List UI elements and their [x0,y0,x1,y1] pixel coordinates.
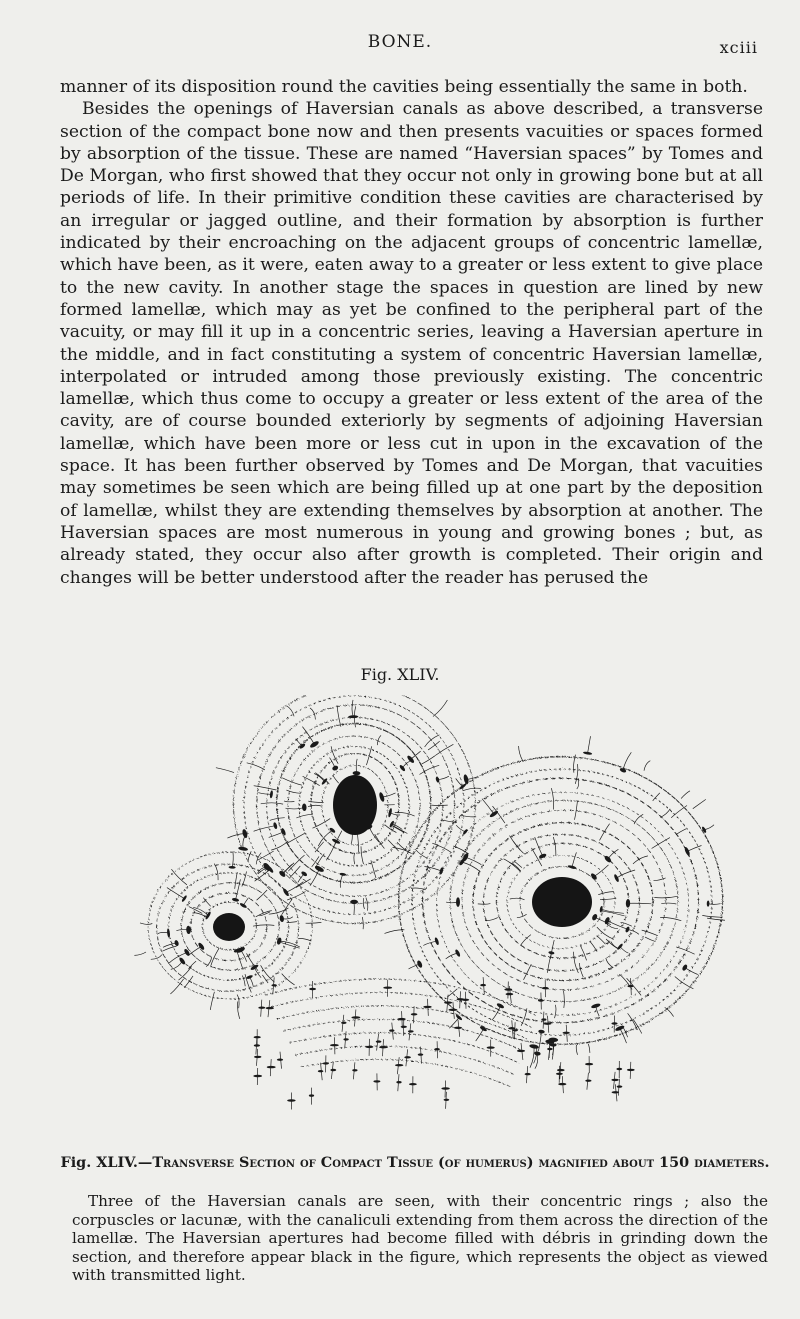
lacuna [591,913,598,921]
canaliculus [415,849,427,858]
canaliculus [433,700,447,717]
lacuna [487,1046,495,1048]
canaliculus [707,918,725,920]
lacuna [376,1040,382,1042]
canaliculus [628,1013,638,1030]
description-text: Three of the Haversian canals are seen, with their concentric rings ; also the corpuscles or lacunæ, with the canaliculi extending from them across the direction of the lamellæ. The Haversian apertures had become filled with débris in grinding down the section, and therefore appear black in the figure, which represents the object as viewed with transmitted light. [72,1192,768,1285]
canaliculus [517,914,527,917]
canaliculus [331,746,338,763]
lacuna [625,926,631,933]
lacuna [585,1080,591,1082]
canaliculus [261,803,283,804]
canaliculus [171,869,187,885]
canaliculus [286,807,305,809]
canaliculus [665,1007,674,1016]
canaliculus [588,1044,590,1053]
figure-description [72,1192,768,1285]
lacuna [279,915,284,923]
canaliculus [572,852,576,867]
lacuna [418,1053,423,1055]
lacuna [480,984,486,986]
canaliculus [411,888,426,890]
canaliculus [704,825,714,830]
canaliculus [214,864,218,881]
canaliculus [676,947,694,954]
canaliculus [189,946,202,955]
haversian-canal [333,775,377,835]
lacuna [541,1018,546,1020]
lacuna [548,951,554,955]
lacuna [238,846,248,851]
canaliculus [513,842,520,851]
canaliculus [661,903,676,904]
canaliculus [242,976,245,987]
lacuna [444,1001,452,1003]
canaliculus [356,759,357,773]
lacuna [277,1059,283,1061]
lacuna [309,1094,314,1096]
lacuna [512,1029,518,1031]
lacuna [558,1083,566,1085]
lacuna [454,949,461,958]
lacuna [287,1099,295,1101]
canaliculus [140,923,152,924]
canaliculus [538,1032,541,1051]
canaliculus [257,890,268,900]
canaliculus [254,826,276,832]
canaliculus [237,951,243,970]
paragraph: manner of its disposition round the cavities being essentially the same in both. [60,77,748,97]
figure-label: Fig. XLIV. [360,665,440,684]
canaliculus [211,949,219,966]
canaliculus [306,922,322,923]
lacuna [529,1044,539,1050]
lacuna [352,1069,357,1071]
canaliculus [588,736,591,753]
paragraph: Besides the openings of Haversian canals as above described, a transverse section of the compact bone now and then presents vacuities or spaces formed by absorption of the tissue. These are named “Haversian spaces” by Tomes and De Morgan, who first showed that they occur not only in growing bone but at all periods of life. In their primitive condition these cavities are characterised by an irregular or jagged outline, and their formation by absorption is further indicated by their encroaching on the adjacent groups of concentric lamellæ, which have been, as it were, eaten away to a greater or less extent to give place to the new cavity. In another stage the spaces in question are lined by new formed lamellæ, which may as yet be confined to the peripheral part of the vacuity, or may fill it up in a concentric series, leaving a Haversian aperture in the middle, and in fact constituting a system of concentric Haversian lamellæ, interpolated or intruded among those previously existing. The concentric lamellæ, which thus come to occupy a greater or less extent of the area of the cavity, are of course bounded exteriorly by segments of adjoining Haversian lamellæ, which have been more or less cut in upon in the excavation of the space. It has been further observed by Tomes and De Morgan, that vacuities may sometimes be seen which are being filled up at one part by the deposition of lamellæ, whilst they are extending themselves by absorption at another. The Haversian spaces are most numerous in young and growing bones ; but, as already stated, they occur also after growth is completed. Their origin and changes will be better understood after the reader has perused the [60,99,763,588]
canaliculus [388,840,399,851]
lacuna [455,1014,463,1021]
canaliculus [312,856,319,866]
canaliculus [435,744,453,755]
canaliculus [259,793,272,795]
lacuna [626,899,630,908]
canaliculus [660,809,670,818]
lacuna [254,1036,261,1038]
canaliculus [644,761,650,771]
lacuna [434,1048,439,1050]
canaliculus [236,879,241,900]
canaliculus [235,872,238,889]
canaliculus [352,700,353,717]
lacuna [323,1062,329,1064]
interstitial-lamella [283,1019,523,1051]
haversian-canal [213,913,245,941]
canaliculus [258,851,274,860]
lacuna [397,1018,405,1020]
canaliculus [315,854,324,868]
interstitial-lamella [289,1033,519,1063]
canaliculus [340,874,343,887]
lacuna [395,1064,403,1066]
canaliculus [270,818,285,821]
canaliculus [438,776,449,780]
lacuna [557,1069,565,1071]
body-text [60,76,763,589]
canaliculus [271,841,288,850]
lacuna [448,1009,457,1011]
canaliculus [282,974,295,985]
canaliculus [310,708,315,720]
lacuna [563,1032,570,1034]
lacuna [331,765,338,772]
lacuna [330,1069,336,1071]
canaliculus [519,746,523,761]
lacuna [183,948,191,957]
lacuna [271,984,277,986]
canaliculus [555,1005,556,1018]
lacuna [167,928,171,938]
lacuna [181,895,187,903]
lacuna [396,1081,401,1083]
lacuna [617,1085,623,1087]
lacuna [604,916,611,925]
canaliculus [377,735,381,745]
canaliculus [702,915,722,917]
lacuna [556,1073,563,1075]
canaliculus [575,764,578,784]
lacuna [365,1046,373,1048]
canaliculus [227,834,245,839]
lacuna [454,1027,462,1029]
canaliculus [590,942,597,952]
canaliculus [286,790,301,793]
page-number: xciii [719,38,758,57]
lacuna [444,1099,450,1101]
lacuna [399,764,406,772]
lacuna [612,1091,619,1093]
canaliculus [482,799,494,814]
canaliculus [184,976,193,988]
lacuna [538,999,544,1001]
canaliculus [485,918,498,921]
canaliculus [577,779,579,790]
canaliculus [681,791,690,799]
canaliculus [447,989,457,998]
canaliculus [318,830,332,846]
canaliculus [575,801,578,820]
lacuna [401,1026,407,1028]
canaliculus [261,965,275,982]
canaliculus [600,898,616,899]
lacuna [404,1056,411,1058]
lacuna [462,828,468,835]
lacuna [489,810,499,819]
lacuna [330,1044,339,1046]
canaliculus [521,935,531,946]
canaliculus [203,898,210,907]
canaliculus [248,851,251,862]
lacuna [525,1073,531,1075]
canaliculus [216,768,234,773]
canaliculus [423,941,437,945]
canaliculus [262,975,268,983]
lacuna [508,1027,515,1029]
lacuna [339,872,346,876]
canaliculus [371,860,376,878]
canaliculus [597,936,606,945]
canaliculus [606,958,614,968]
lacuna [534,1051,541,1056]
lacuna [538,853,547,859]
canaliculus [456,779,463,787]
canaliculus [642,930,658,936]
canaliculus [382,793,396,797]
running-title: BONE. [367,32,433,52]
lacuna [309,988,316,990]
canaliculus [620,1028,627,1043]
canaliculus [157,932,168,934]
lacuna [235,946,245,954]
caption-prefix: Fig. XLIV.— [60,1154,153,1171]
lacuna [681,964,688,972]
lacuna [331,838,340,845]
canaliculus [530,1047,534,1068]
canaliculus [676,829,686,835]
lacuna [611,1079,618,1081]
lacuna [174,940,180,947]
lacuna [506,993,514,995]
lacuna [409,1083,417,1085]
canaliculus [188,961,196,969]
lacuna [547,1048,553,1050]
canaliculus [134,952,146,955]
lacuna [544,1023,552,1025]
canaliculus [524,964,532,980]
lacuna [408,1030,414,1032]
canaliculus [478,904,491,905]
lacuna [318,1070,323,1072]
canaliculus [287,892,305,901]
canaliculus [284,801,294,802]
canaliculus [363,898,364,909]
lacuna [186,926,191,935]
canaliculus [652,838,670,849]
lacuna [496,1002,505,1009]
canaliculus [432,843,451,852]
lacuna [350,900,358,904]
figure-caption [60,1153,770,1172]
lacuna [352,771,360,775]
lacuna [253,1075,262,1077]
lacuna [178,957,186,966]
canaliculus [504,859,520,871]
lacuna [314,865,325,873]
lacuna [239,902,247,909]
lacuna [351,1016,360,1018]
canaliculus [693,799,706,808]
lacuna [329,827,336,834]
canaliculus [422,756,435,764]
lacuna [267,1066,276,1068]
canaliculus [708,904,721,905]
canaliculus [283,863,294,874]
lacuna [616,1068,622,1070]
canaliculus [366,898,368,911]
lacuna [457,998,465,1000]
canaliculus [600,824,610,841]
canaliculus [654,878,666,881]
canaliculus [598,892,613,895]
canaliculus [337,705,341,726]
canaliculus [179,966,192,980]
lacuna [228,866,235,869]
running-head [0,32,800,57]
canaliculus [255,869,271,881]
lacuna [423,1006,431,1008]
lacuna [383,987,392,989]
lacuna [585,1063,593,1065]
canaliculus [462,862,480,872]
canaliculus [254,786,277,790]
canaliculus [463,788,481,791]
lacuna [411,1013,418,1015]
lacuna [197,942,205,951]
canaliculus [171,961,183,969]
canaliculus [354,853,355,864]
canaliculus [375,834,385,848]
lacuna [269,790,273,798]
canaliculus [564,991,565,1008]
lacuna [611,1022,617,1024]
canaliculus [654,896,677,898]
lacuna [388,808,393,818]
canaliculus [238,1001,240,1019]
interstitial-lamella [295,1046,515,1075]
canaliculus [210,992,214,1010]
canaliculus [232,851,233,867]
canaliculus [607,921,628,930]
canaliculus [645,937,656,942]
haversian-canal [532,877,592,927]
canaliculus [308,805,322,806]
canaliculus [282,899,293,915]
lacuna [258,1007,265,1009]
caption-title: Transverse Section of Compact Tissue (of humerus) magnified about 150 diameters. [152,1154,770,1171]
lacuna [341,1022,347,1024]
canaliculus [510,898,525,900]
canaliculus [250,977,254,987]
canaliculus [620,947,628,953]
lacuna [301,871,308,878]
lacuna [591,1003,601,1009]
lacuna [254,1044,260,1046]
canaliculus [617,870,636,878]
lacuna [627,985,633,987]
canaliculus [333,775,339,783]
canaliculus [671,806,687,818]
lacuna [373,1080,380,1082]
lacuna [254,1056,261,1058]
lacuna [379,1046,388,1048]
lacuna [707,900,710,906]
lacuna [517,1050,525,1052]
canaliculus [685,968,698,975]
lacuna [627,1069,635,1071]
lacuna [266,1007,274,1009]
canaliculus [298,939,311,941]
canaliculus [551,788,553,809]
canaliculus [428,741,440,750]
canaliculus [256,911,272,917]
canaliculus [553,837,556,856]
canaliculus [361,846,364,864]
canaliculus [287,706,294,716]
canaliculus [607,923,618,928]
canaliculus [393,826,407,834]
lacuna [456,897,460,907]
canaliculus [576,1045,577,1055]
lacuna [302,803,307,811]
canaliculus [579,963,583,977]
lacuna [613,874,619,883]
lacuna [538,1029,545,1033]
canaliculus [242,871,247,886]
canaliculus [287,833,305,843]
canaliculus [460,815,476,817]
lacuna [389,1029,394,1031]
bone-section-illustration [115,695,725,1125]
lacuna [441,1087,449,1089]
canaliculus [581,946,587,961]
canaliculus [633,856,648,864]
lacuna [232,897,240,902]
canaliculus [296,814,312,818]
canaliculus [170,979,183,994]
canaliculus [466,857,482,865]
lacuna [343,1038,348,1040]
canaliculus [385,930,405,934]
canaliculus [623,752,631,770]
canaliculus [288,855,304,871]
canaliculus [653,793,660,801]
canaliculus [247,763,265,770]
lacuna [542,987,549,989]
interstitial-lamella [271,992,531,1027]
lacuna [504,988,512,990]
